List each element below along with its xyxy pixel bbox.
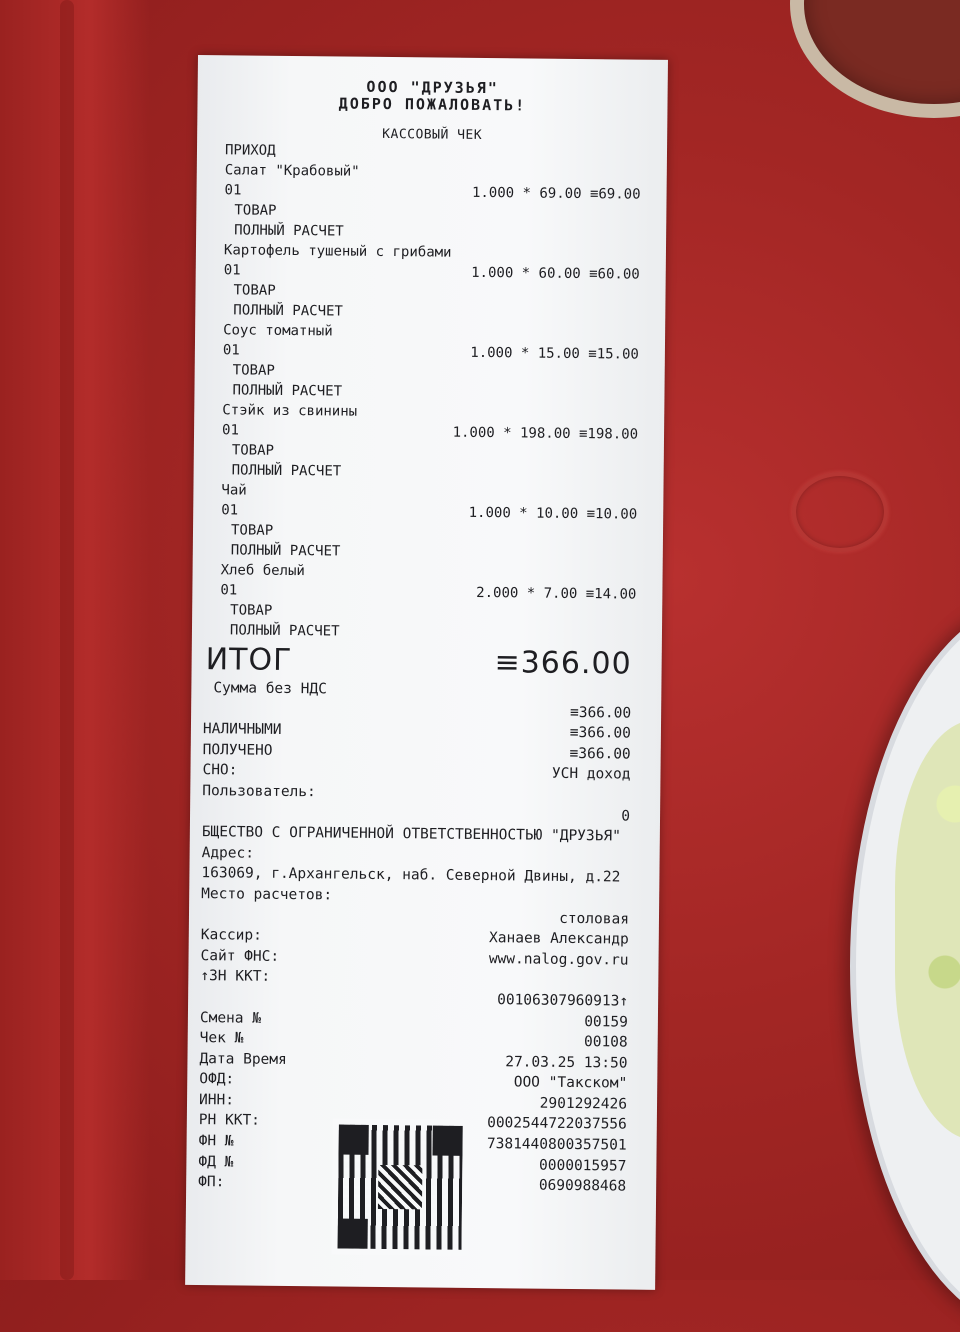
received-label: ПОЛУЧЕНО — [202, 741, 273, 759]
item-code: 01 — [221, 502, 239, 519]
cashier-label: Кассир: — [200, 927, 262, 944]
item-code: 01 — [220, 582, 238, 599]
fp-label: ФП: — [198, 1174, 225, 1191]
shift-value: 00159 — [584, 1013, 628, 1031]
total-value: ≡366.00 — [494, 645, 632, 682]
shift-label: Смена № — [199, 1009, 262, 1027]
item-calc: 1.000 * 15.00 ≡15.00 — [470, 344, 639, 363]
sno-value: УСН доход — [551, 766, 631, 783]
receipt-welcome: ДОБРО ПОЖАЛОВАТЬ! — [338, 94, 527, 115]
item-payment: ПОЛНЫЙ РАСЧЕТ — [233, 302, 343, 320]
cash-value: ≡366.00 — [569, 725, 631, 742]
list-item — [222, 320, 639, 404]
address-label: Адрес: — [201, 844, 255, 862]
item-code: 01 — [221, 422, 240, 439]
place-label: Место расчетов: — [201, 886, 333, 904]
zn-label: ↑ЗН ККТ: — [200, 968, 271, 986]
tray-edge — [0, 0, 150, 1280]
total-label: ИТОГ — [205, 642, 293, 679]
ofd-value: ООО "Такском" — [513, 1074, 628, 1092]
fns-label: Сайт ФНС: — [200, 947, 280, 965]
user-value: 0 — [621, 808, 631, 825]
no-vat-value: ≡366.00 — [569, 704, 632, 722]
rn-value: 0002544722037556 — [487, 1115, 627, 1134]
item-name: Хлеб белый — [220, 562, 305, 580]
received-value: ≡366.00 — [569, 745, 631, 763]
item-type: ТОВАР — [230, 522, 274, 539]
cup — [790, 0, 960, 118]
item-payment: ПОЛНЫЙ РАСЧЕТ — [232, 382, 343, 400]
fd-value: 0000015957 — [538, 1157, 627, 1175]
fd-label: ФД № — [198, 1153, 234, 1171]
ofd-label: ОФД: — [199, 1071, 235, 1088]
item-payment: ПОЛНЫЙ РАСЧЕТ — [231, 462, 342, 480]
item-name: Чай — [221, 482, 247, 499]
date-value: 27.03.25 13:50 — [505, 1053, 628, 1072]
item-name: Салат "Крабовый" — [224, 162, 360, 180]
item-type: ТОВАР — [230, 602, 273, 619]
rn-label: РН ККТ: — [198, 1112, 261, 1130]
list-item — [220, 560, 637, 644]
item-code: 01 — [223, 262, 241, 279]
cashier-value: Ханаев Александр — [488, 930, 629, 948]
date-label: Дата Время — [199, 1050, 287, 1068]
zn-value: 00106307960913↑ — [497, 992, 629, 1010]
item-type: ТОВАР — [233, 282, 276, 299]
item-calc: 1.000 * 198.00 ≡198.00 — [452, 424, 639, 443]
fns-value: www.nalog.gov.ru — [488, 950, 629, 969]
item-type: ТОВАР — [232, 362, 275, 379]
item-calc: 2.000 * 7.00 ≡14.00 — [476, 584, 637, 603]
place-value: столовая — [559, 910, 630, 928]
item-calc: 1.000 * 69.00 ≡69.00 — [471, 184, 641, 203]
check-value: 00108 — [583, 1034, 628, 1051]
tray-ring-mark — [792, 472, 888, 552]
qr-code — [338, 1125, 463, 1250]
receipt-org: ООО "ДРУЗЬЯ" — [366, 77, 499, 98]
item-calc: 1.000 * 60.00 ≡60.00 — [471, 264, 640, 283]
list-item — [221, 480, 638, 564]
list-item — [222, 400, 639, 484]
item-name: Картофель тушеный с грибами — [223, 242, 452, 261]
item-payment: ПОЛНЫЙ РАСЧЕТ — [230, 542, 341, 560]
total-row — [205, 642, 631, 682]
fp-value: 0690988468 — [538, 1177, 627, 1195]
operation-type: ПРИХОД — [224, 142, 276, 159]
item-type: ТОВАР — [231, 442, 275, 459]
list-item — [223, 240, 640, 324]
company-name: БЩЕСТВО С ОГРАНИЧЕННОЙ ОТВЕТСТВЕННОСТЬЮ "ДРУЗЬЯ" — [201, 824, 621, 845]
item-list — [220, 140, 641, 644]
address-value: 163069, г.Архангельск, наб. Северной Двины, д.22 — [201, 865, 621, 886]
item-name: Соус томатный — [223, 322, 333, 340]
check-label: Чек № — [199, 1030, 244, 1047]
fn-value: 7381440800357501 — [486, 1136, 627, 1154]
item-calc: 1.000 * 10.00 ≡10.00 — [468, 504, 638, 523]
inn-label: ИНН: — [198, 1091, 235, 1109]
no-vat-label: Сумма без НДС — [213, 680, 327, 698]
tray-groove — [60, 0, 74, 1280]
item-code: 01 — [224, 182, 242, 199]
user-label: Пользователь: — [202, 783, 316, 801]
sno-label: СНО: — [202, 762, 238, 779]
receipt-doc-type: КАССОВЫЙ ЧЕК — [382, 126, 483, 143]
fn-label: ФН № — [198, 1133, 234, 1150]
list-item — [224, 160, 641, 244]
item-payment: ПОЛНЫЙ РАСЧЕТ — [229, 622, 340, 640]
item-payment: ПОЛНЫЙ РАСЧЕТ — [234, 222, 344, 240]
receipt — [185, 55, 668, 1290]
item-type: ТОВАР — [234, 202, 277, 219]
cash-label: НАЛИЧНЫМИ — [202, 721, 282, 739]
receipt-details — [198, 678, 631, 1197]
item-code: 01 — [222, 342, 240, 359]
inn-value: 2901292426 — [539, 1095, 628, 1113]
item-name: Стэйк из свинины — [222, 402, 358, 420]
